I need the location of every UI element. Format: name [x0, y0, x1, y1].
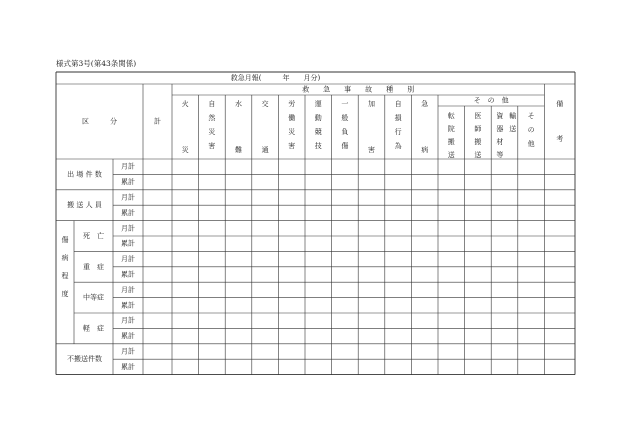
other-type-transfer: 搬	[447, 138, 455, 146]
incident-type-sudden-illness: 急	[421, 100, 429, 108]
other-type-doctor-transport: 搬	[474, 138, 482, 146]
incident-type-self-harm: 行	[394, 128, 402, 136]
incident-type-sudden-illness: 病	[421, 146, 429, 154]
incident-type-natural-disaster: 災	[208, 128, 216, 136]
incident-type-fire: 災	[181, 146, 189, 154]
other-type-transfer: 院	[447, 125, 455, 133]
severity-level-label: 軽 症	[83, 324, 104, 333]
severity-group-label: 度	[61, 290, 69, 298]
cumulative-total-label: 累計	[121, 332, 135, 341]
other-type-doctor-transport: 師	[474, 125, 482, 133]
incident-type-sports: 競	[314, 128, 322, 136]
incident-type-sports: 動	[314, 114, 322, 122]
incident-type-labor-accident: 害	[288, 142, 296, 150]
other-type-equipment-transport: 資	[496, 112, 504, 120]
form-caption: 様式第3号(第43条関係)	[56, 59, 137, 68]
incident-type-general-injury: 傷	[341, 142, 349, 150]
other-type-other: の	[527, 126, 535, 134]
incident-type-assault: 加	[368, 100, 375, 108]
cumulative-total-label: 累計	[121, 239, 135, 248]
cumulative-total-label: 累計	[121, 301, 135, 310]
incident-type-self-harm: 自	[394, 100, 402, 108]
other-type-doctor-transport: 送	[474, 151, 482, 159]
severity-level-label: 中等症	[83, 293, 104, 302]
cumulative-total-label: 累計	[121, 362, 135, 371]
incident-type-assault: 害	[368, 146, 375, 154]
incident-type-labor-accident: 労	[288, 100, 296, 108]
other-type-transfer: 転	[447, 112, 455, 120]
other-type-equipment-transport: 等	[496, 151, 504, 159]
other-type-transfer: 送	[447, 151, 455, 159]
incident-type-sports: 技	[314, 142, 322, 150]
monthly-total-label: 月計	[121, 162, 135, 171]
other-type-other: そ	[527, 112, 535, 120]
category-header: 区 分	[82, 117, 117, 126]
other-type-equipment-second: 送	[509, 125, 517, 133]
cumulative-total-label: 累計	[121, 178, 135, 187]
incident-type-traffic: 通	[261, 146, 269, 154]
incident-type-labor-accident: 働	[288, 114, 296, 122]
incident-types-header: 救 急 事 故 種 別	[302, 85, 415, 94]
monthly-total-label: 月計	[121, 193, 135, 202]
incident-type-self-harm: 損	[394, 114, 402, 122]
dispatches-label: 出 場 件 数	[67, 170, 102, 179]
incident-type-natural-disaster: 自	[208, 100, 216, 108]
other-type-doctor-transport: 医	[474, 112, 482, 120]
cumulative-total-label: 累計	[121, 208, 135, 217]
total-header: 計	[154, 117, 161, 126]
monthly-total-label: 月計	[121, 224, 135, 233]
incident-type-sports: 運	[314, 100, 322, 108]
incident-type-natural-disaster: 害	[208, 142, 216, 150]
cumulative-total-label: 累計	[121, 270, 135, 279]
monthly-total-label: 月計	[121, 316, 135, 325]
incident-type-natural-disaster: 然	[208, 114, 216, 122]
other-type-equipment-transport: 材	[496, 138, 504, 146]
severity-group-label: 病	[61, 254, 69, 262]
severity-group-label: 傷	[61, 236, 69, 244]
not-transported-label: 不搬送件数	[67, 355, 102, 364]
incident-type-labor-accident: 災	[288, 128, 296, 136]
incident-type-water: 水	[235, 100, 242, 108]
incident-type-fire: 火	[181, 100, 189, 108]
incident-type-general-injury: 般	[341, 114, 349, 122]
monthly-total-label: 月計	[121, 255, 135, 264]
severity-group-label: 程	[61, 272, 69, 280]
remarks-header-char: 備	[556, 100, 564, 108]
report-title: 救急月報( 年 月分)	[230, 74, 321, 82]
incident-type-self-harm: 為	[394, 142, 402, 150]
severity-level-label: 重 症	[83, 262, 104, 271]
monthly-total-label: 月計	[121, 285, 135, 294]
severity-level-label: 死 亡	[83, 232, 104, 240]
remarks-header-char: 考	[556, 135, 564, 143]
monthly-total-label: 月計	[121, 347, 135, 356]
incident-type-water: 難	[235, 146, 242, 154]
other-type-other: 他	[527, 140, 535, 148]
other-type-equipment-second: 輸	[509, 112, 517, 120]
other-type-equipment-transport: 器	[496, 125, 504, 133]
other-header: そ の 他	[473, 96, 509, 105]
transported-label: 搬 送 人 員	[67, 201, 102, 210]
incident-type-traffic: 交	[261, 100, 269, 108]
incident-type-general-injury: 負	[341, 128, 349, 136]
incident-type-general-injury: 一	[341, 100, 349, 108]
